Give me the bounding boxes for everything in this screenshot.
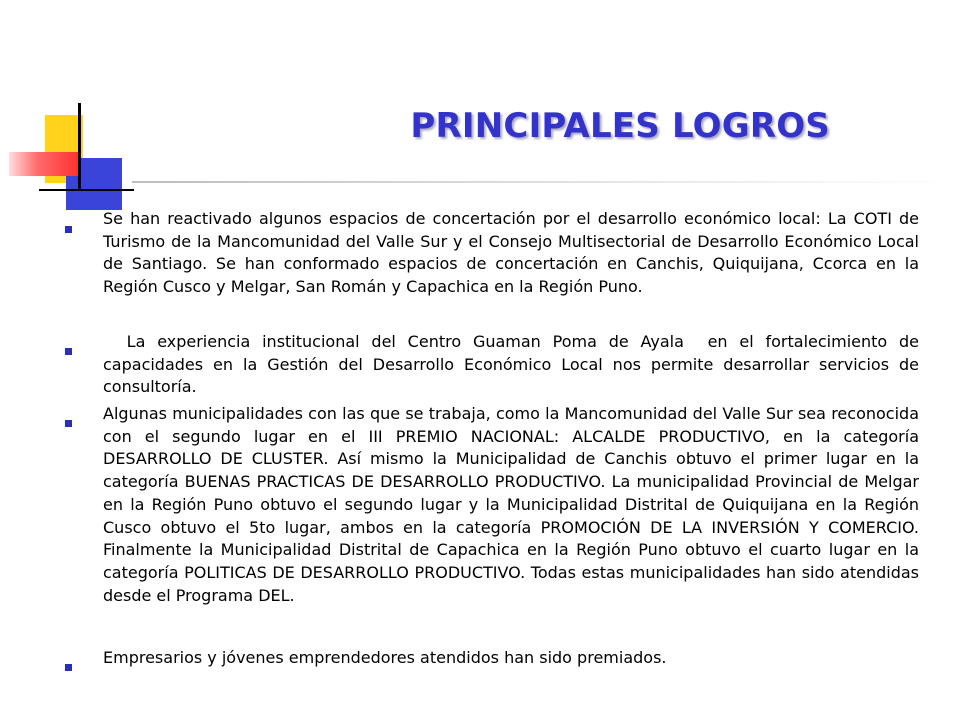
logo-horizontal-line	[39, 189, 134, 191]
bullet-square-icon	[65, 664, 72, 671]
bullet-item: La experiencia institucional del Centro Guaman Poma de Ayala en el fortalecimiento de capacidades en la Gestión del Desarrollo Económico Local nos permite desarrollar servicios de consultoría.	[103, 332, 925, 397]
slide-title: PRINCIPALES LOGROS	[410, 106, 830, 146]
bullet-item: Algunas municipalidades con las que se trabaja, como la Mancomunidad del Valle Sur sea reconocida con el segundo lugar en el III PREMIO NACIONAL: ALCALDE PRODUCTIVO, en la categoría DESARROLLO DE CLUSTER. Así mismo la Municipalidad de Canchis obtuvo el primer lugar en la categoría BUENAS PRACTICAS DE DESARROLLO PRODUCTIVO. La municipalidad Provincial de Melgar en la Región Puno obtuvo el segundo lugar y la Municipalidad Distrital de Quiquijana en la Región Cusco obtuvo el 5to lugar, ambos en la categoría PROMOCIÓN DE LA INVERSIÓN Y COMERCIO. Finalmente la Municipalidad Distrital de Capachica en la Región Puno obtuvo el cuarto lugar en la categoría POLITICAS DE DESARROLLO PRODUCTIVO. Todas estas municipalidades han sido atendidas desde el Programa DEL.	[103, 404, 919, 605]
bullet-item: Empresarios y jóvenes emprendedores atendidos han sido premiados.	[103, 648, 667, 667]
logo-vertical-line	[78, 103, 81, 191]
bullet-square-icon	[65, 348, 72, 355]
bullet-square-icon	[65, 226, 72, 233]
title-underline-shadow	[132, 181, 957, 183]
bullet-square-icon	[65, 420, 72, 427]
logo-red-bar	[9, 152, 81, 176]
bullet-item: Se han reactivado algunos espacios de concertación por el desarrollo económico local: La COTI de Turismo de la Mancomunidad del Valle Sur y el Consejo Multisectorial de Desarrollo Económico Local de Santiago. Se han conformado espacios de concertación en Canchis, Quiquijana, Ccorca en la Región Cusco y Melgar, San Román y Capachica en la Región Puno.	[103, 209, 919, 297]
